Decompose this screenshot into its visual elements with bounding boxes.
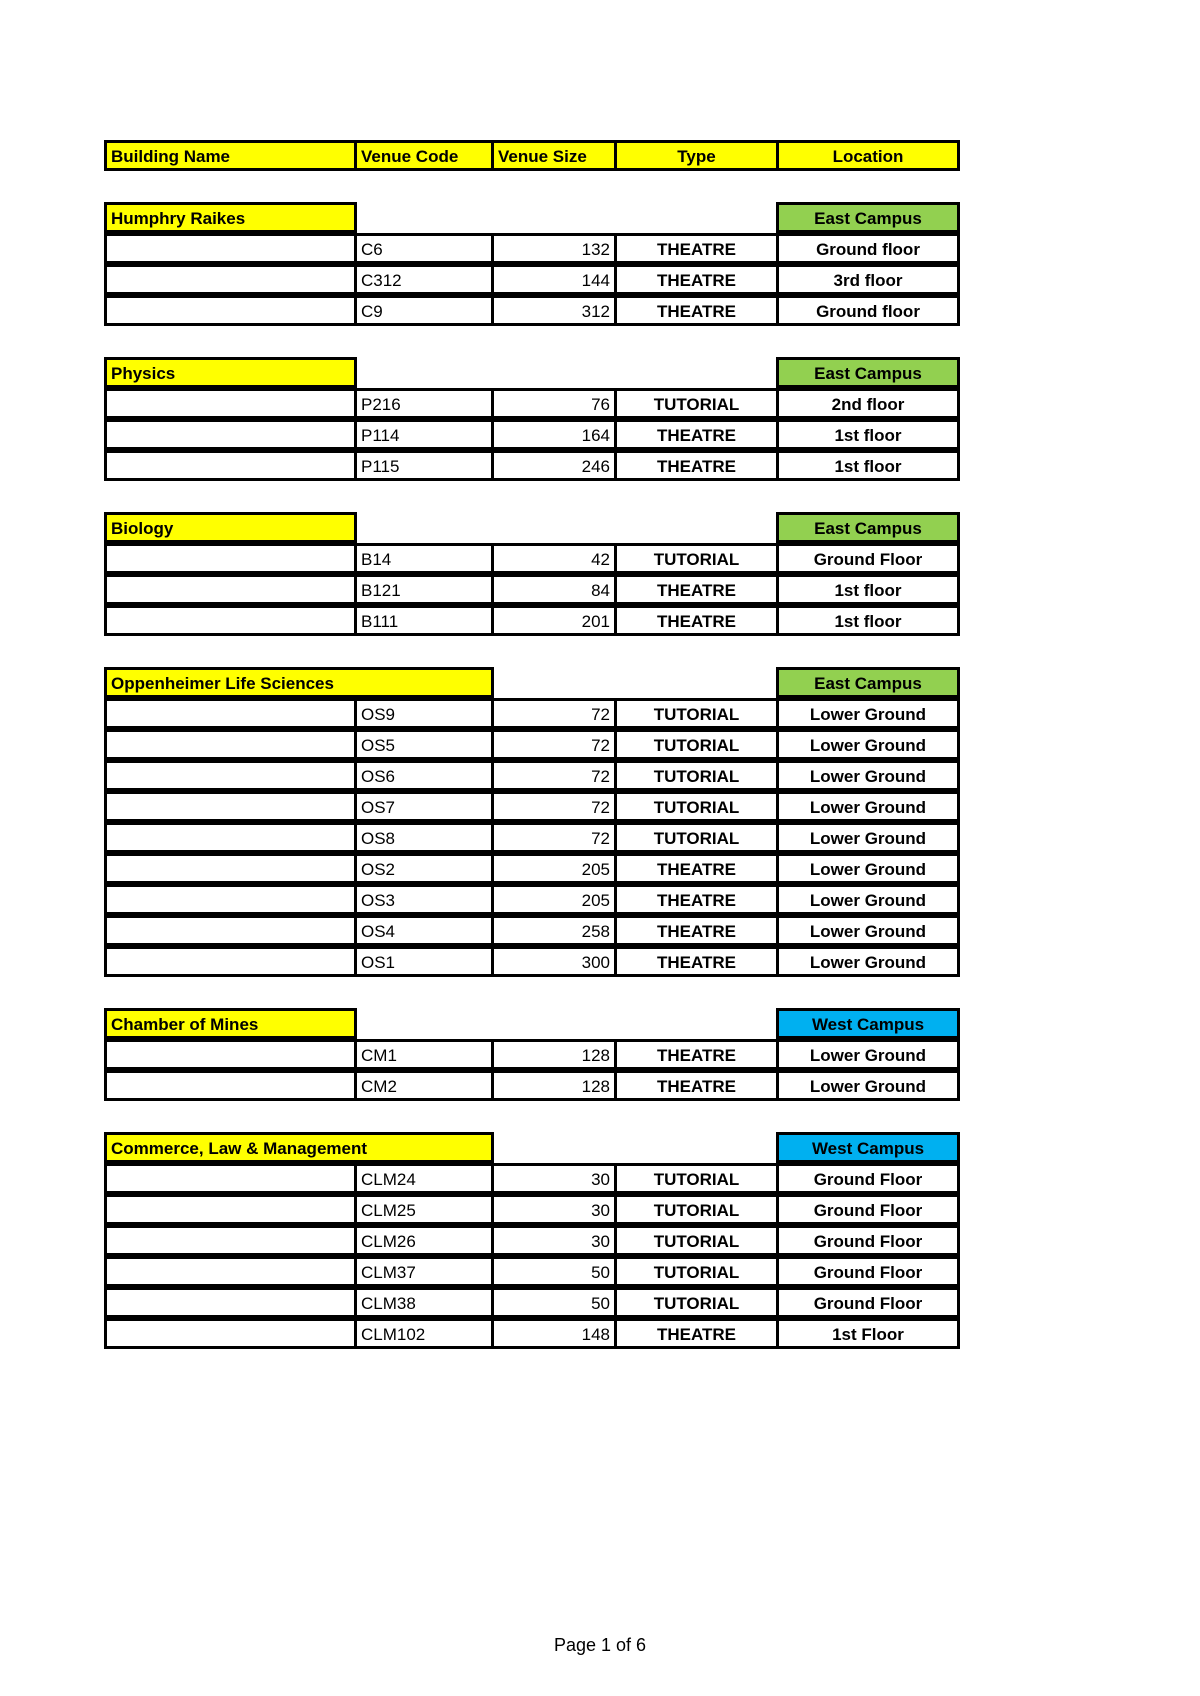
venue-code: CLM102 [354, 1318, 494, 1349]
venue-code: C6 [354, 233, 494, 264]
venue-row [104, 698, 960, 729]
venue-code: P216 [354, 388, 494, 419]
venue-size: 148 [491, 1318, 617, 1349]
venue-blank-cell [104, 1070, 357, 1101]
venue-type: THEATRE [614, 605, 779, 636]
venue-blank-cell [104, 822, 357, 853]
venue-code: OS5 [354, 729, 494, 760]
header-venue-size: Venue Size [491, 140, 617, 171]
venue-size: 258 [491, 915, 617, 946]
venue-location: 1st floor [776, 450, 960, 481]
venue-size: 144 [491, 264, 617, 295]
venue-code: B14 [354, 543, 494, 574]
venue-row [104, 1194, 960, 1225]
venue-location: Ground Floor [776, 1163, 960, 1194]
venue-code: OS9 [354, 698, 494, 729]
venue-blank-cell [104, 884, 357, 915]
campus-badge: East Campus [776, 512, 960, 543]
venue-type: THEATRE [614, 233, 779, 264]
venue-size: 30 [491, 1163, 617, 1194]
venue-location: Ground Floor [776, 1256, 960, 1287]
spacer-row [104, 636, 960, 667]
header-location: Location [776, 140, 960, 171]
venue-location: 1st floor [776, 419, 960, 450]
venue-type: THEATRE [614, 1039, 779, 1070]
campus-badge: East Campus [776, 357, 960, 388]
venue-row [104, 543, 960, 574]
venue-type: THEATRE [614, 419, 779, 450]
venue-code: P115 [354, 450, 494, 481]
header-type: Type [614, 140, 779, 171]
venue-row [104, 574, 960, 605]
venue-row [104, 450, 960, 481]
venue-size: 50 [491, 1256, 617, 1287]
venue-row [104, 946, 960, 977]
venue-blank-cell [104, 1039, 357, 1070]
venue-blank-cell [104, 1256, 357, 1287]
venue-size: 50 [491, 1287, 617, 1318]
venue-row [104, 791, 960, 822]
venue-row [104, 1318, 960, 1349]
venue-code: CM2 [354, 1070, 494, 1101]
venue-size: 128 [491, 1070, 617, 1101]
venue-size: 72 [491, 791, 617, 822]
venue-row [104, 1225, 960, 1256]
campus-badge: West Campus [776, 1008, 960, 1039]
venue-code: C312 [354, 264, 494, 295]
venue-blank-cell [104, 264, 357, 295]
venue-row [104, 605, 960, 636]
venue-blank-cell [104, 946, 357, 977]
spacer-row [104, 326, 960, 357]
building-header-row [104, 667, 960, 698]
venue-blank-cell [104, 543, 357, 574]
buildings-list [104, 171, 960, 1349]
venue-type: THEATRE [614, 574, 779, 605]
venue-size: 201 [491, 605, 617, 636]
venue-type: TUTORIAL [614, 1194, 779, 1225]
venue-row [104, 264, 960, 295]
venue-size: 300 [491, 946, 617, 977]
venue-blank-cell [104, 729, 357, 760]
venue-type: TUTORIAL [614, 1287, 779, 1318]
venue-row [104, 1256, 960, 1287]
venue-row [104, 388, 960, 419]
venue-row [104, 884, 960, 915]
venue-size: 84 [491, 574, 617, 605]
venue-row [104, 822, 960, 853]
venue-row [104, 1070, 960, 1101]
venue-type: THEATRE [614, 853, 779, 884]
venue-location: Lower Ground [776, 946, 960, 977]
venue-location: 3rd floor [776, 264, 960, 295]
venue-size: 132 [491, 233, 617, 264]
venue-location: 1st floor [776, 574, 960, 605]
venue-type: THEATRE [614, 1318, 779, 1349]
venue-code: OS3 [354, 884, 494, 915]
venue-location: 1st Floor [776, 1318, 960, 1349]
venue-code: B111 [354, 605, 494, 636]
venue-code: OS7 [354, 791, 494, 822]
venue-type: THEATRE [614, 1070, 779, 1101]
venue-code: CLM38 [354, 1287, 494, 1318]
venue-row [104, 1163, 960, 1194]
venue-row [104, 1039, 960, 1070]
venue-type: TUTORIAL [614, 729, 779, 760]
building-name: Chamber of Mines [104, 1008, 357, 1039]
header-building-name: Building Name [104, 140, 357, 171]
venue-type: TUTORIAL [614, 1256, 779, 1287]
venue-blank-cell [104, 1225, 357, 1256]
building-header-row [104, 1008, 960, 1039]
venue-blank-cell [104, 1163, 357, 1194]
venue-location: Lower Ground [776, 760, 960, 791]
venue-location: Lower Ground [776, 1039, 960, 1070]
venue-size: 246 [491, 450, 617, 481]
venue-code: OS2 [354, 853, 494, 884]
venue-location: Lower Ground [776, 729, 960, 760]
venue-size: 164 [491, 419, 617, 450]
venue-type: THEATRE [614, 884, 779, 915]
venue-code: OS6 [354, 760, 494, 791]
venue-size: 72 [491, 729, 617, 760]
venue-code: CM1 [354, 1039, 494, 1070]
campus-badge: West Campus [776, 1132, 960, 1163]
header-venue-code: Venue Code [354, 140, 494, 171]
venue-row [104, 295, 960, 326]
header-row [104, 140, 960, 171]
venue-blank-cell [104, 1318, 357, 1349]
venue-type: TUTORIAL [614, 791, 779, 822]
venue-row [104, 1287, 960, 1318]
venue-blank-cell [104, 1287, 357, 1318]
venue-code: OS1 [354, 946, 494, 977]
venue-type: TUTORIAL [614, 388, 779, 419]
venue-blank-cell [104, 295, 357, 326]
venue-location: Ground Floor [776, 1194, 960, 1225]
venue-location: 1st floor [776, 605, 960, 636]
venue-location: 2nd floor [776, 388, 960, 419]
venue-blank-cell [104, 853, 357, 884]
venue-blank-cell [104, 419, 357, 450]
venue-size: 205 [491, 853, 617, 884]
venue-row [104, 729, 960, 760]
venue-row [104, 419, 960, 450]
venue-size: 72 [491, 698, 617, 729]
venue-code: C9 [354, 295, 494, 326]
venue-code: CLM26 [354, 1225, 494, 1256]
venue-location: Lower Ground [776, 822, 960, 853]
venue-row [104, 233, 960, 264]
venue-type: TUTORIAL [614, 760, 779, 791]
venue-sheet [104, 140, 960, 1349]
venue-code: B121 [354, 574, 494, 605]
building-name: Oppenheimer Life Sciences [104, 667, 494, 698]
venue-size: 128 [491, 1039, 617, 1070]
page-number: Page 1 of 6 [553, 1635, 647, 1655]
venue-location: Lower Ground [776, 853, 960, 884]
venue-size: 76 [491, 388, 617, 419]
venue-location: Ground floor [776, 233, 960, 264]
campus-badge: East Campus [776, 667, 960, 698]
venue-size: 30 [491, 1194, 617, 1225]
venue-code: CLM24 [354, 1163, 494, 1194]
venue-type: THEATRE [614, 946, 779, 977]
building-header-row [104, 512, 960, 543]
venue-location: Ground floor [776, 295, 960, 326]
venue-location: Lower Ground [776, 791, 960, 822]
venue-location: Lower Ground [776, 1070, 960, 1101]
venue-location: Ground Floor [776, 543, 960, 574]
venue-row [104, 915, 960, 946]
venue-type: TUTORIAL [614, 822, 779, 853]
venue-type: TUTORIAL [614, 698, 779, 729]
venue-size: 30 [491, 1225, 617, 1256]
venue-blank-cell [104, 698, 357, 729]
venue-blank-cell [104, 605, 357, 636]
venue-code: OS8 [354, 822, 494, 853]
building-name: Commerce, Law & Management [104, 1132, 494, 1163]
venue-blank-cell [104, 450, 357, 481]
venue-code: OS4 [354, 915, 494, 946]
venue-type: TUTORIAL [614, 1163, 779, 1194]
venue-type: THEATRE [614, 915, 779, 946]
venue-type: THEATRE [614, 264, 779, 295]
venue-type: TUTORIAL [614, 1225, 779, 1256]
venue-row [104, 760, 960, 791]
venue-row [104, 853, 960, 884]
venue-size: 205 [491, 884, 617, 915]
venue-location: Ground Floor [776, 1225, 960, 1256]
venue-location: Lower Ground [776, 698, 960, 729]
venue-blank-cell [104, 233, 357, 264]
venue-blank-cell [104, 760, 357, 791]
venue-blank-cell [104, 791, 357, 822]
venue-location: Lower Ground [776, 915, 960, 946]
venue-code: CLM37 [354, 1256, 494, 1287]
venue-type: THEATRE [614, 450, 779, 481]
venue-size: 72 [491, 822, 617, 853]
venue-size: 72 [491, 760, 617, 791]
venue-code: P114 [354, 419, 494, 450]
venue-type: TUTORIAL [614, 543, 779, 574]
spacer-row [104, 1101, 960, 1132]
venue-size: 42 [491, 543, 617, 574]
venue-type: THEATRE [614, 295, 779, 326]
venue-blank-cell [104, 574, 357, 605]
venue-location: Lower Ground [776, 884, 960, 915]
building-header-row [104, 202, 960, 233]
building-name: Humphry Raikes [104, 202, 357, 233]
venue-size: 312 [491, 295, 617, 326]
campus-badge: East Campus [776, 202, 960, 233]
venue-blank-cell [104, 1194, 357, 1225]
building-header-row [104, 1132, 960, 1163]
venue-code: CLM25 [354, 1194, 494, 1225]
building-name: Biology [104, 512, 357, 543]
spacer-row [104, 977, 960, 1008]
spacer-row [104, 481, 960, 512]
spacer-row [104, 171, 960, 202]
building-header-row [104, 357, 960, 388]
venue-blank-cell [104, 388, 357, 419]
venue-blank-cell [104, 915, 357, 946]
building-name: Physics [104, 357, 357, 388]
venue-location: Ground Floor [776, 1287, 960, 1318]
